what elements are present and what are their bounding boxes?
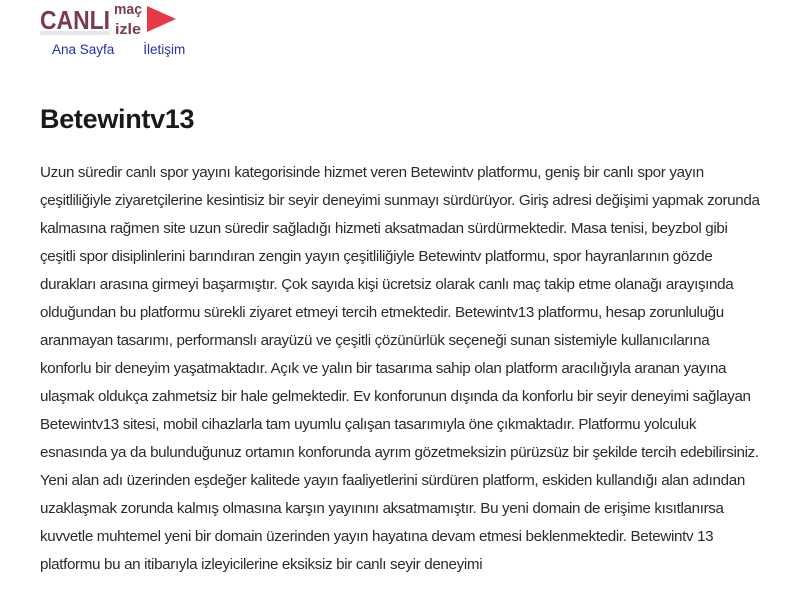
article-body: Uzun süredir canlı spor yayını kategorisinde hizmet veren Betewintv platformu, geniş bir canlı spor yayın çeşitliliğiyle ziyaretçilerine kesintisiz bir seyir deneyimi sunmayı sürdürüyor. Giriş adresi değişimi yapmak zorunda kalmasına rağmen site uzun süredir sağladığı hizmeti aksatmadan sürdürmektedir. Masa tenisi, beyzbol gibi çeşitli spor disiplinlerini barındıran zengin yayın çeşitliliğiyle Betewintv platformu, spor hayranlarının gözde durakları arasına girmeyi başarmıştır. Çok sayıda kişi ücretsiz olarak canlı maç takip etme olanağı arayışında olduğundan bu platformu sürekli ziyaret etmeyi tercih etmektedir. Betewintv13 platformu, hesap zorunluluğu aranmayan tasarımı, performanslı arayüzü ve çeşitli çözünürlük seçeneği sunan sistemiyle kullanıcılarına konforlu bir deneyim yaşatmaktadır. Açık ve yalın bir tasarıma sahip olan platform aracılığıyla aranan yayına ulaşmak oldukça zahmetsiz bir hale gelmektedir. Ev konforunun dışında da konforlu bir seyir deneyimi sağlayan Betewintv13 sitesi, mobil cihazlarla tam uyumlu çalışan tasarımıyla öne çıkmaktadır. Platformu yolculuk esnasında ya da bulunduğunuz ortamın konforunda ayrım gözetmeksizin pürüzsüz bir şekilde tercih edebilirsiniz. Yeni alan adı üzerinden eşdeğer kalitede yayın faaliyetlerini sürdüren platform, eskiden kullandığı alan adından uzaklaşmak zorunda kalmış olmasına karşın yayınını aksatmamıştır. Bu yeni domain de erişime kısıtlanırsa kuvvetle muhtemel yeni bir domain üzerinden yayın hayatına devam etmesi beklenmektedir. Betewintv 13 platformu bu an itibarıyla izleyicilerine eksiksiz bir canlı seyir deneyimi	[40, 164, 760, 573]
svg-text:CANLI: CANLI	[40, 5, 110, 35]
site-logo[interactable]	[40, 0, 180, 38]
logo-image	[40, 0, 180, 38]
page-title: Betewintv13	[40, 104, 195, 134]
svg-text:izle: izle	[115, 21, 141, 38]
play-icon	[147, 6, 176, 32]
site-header	[0, 0, 800, 70]
nav-home[interactable]: Ana Sayfa	[52, 42, 115, 57]
nav-contact[interactable]: İletişim	[143, 42, 186, 57]
main-nav	[52, 42, 185, 57]
svg-text:maç: maç	[114, 1, 142, 18]
